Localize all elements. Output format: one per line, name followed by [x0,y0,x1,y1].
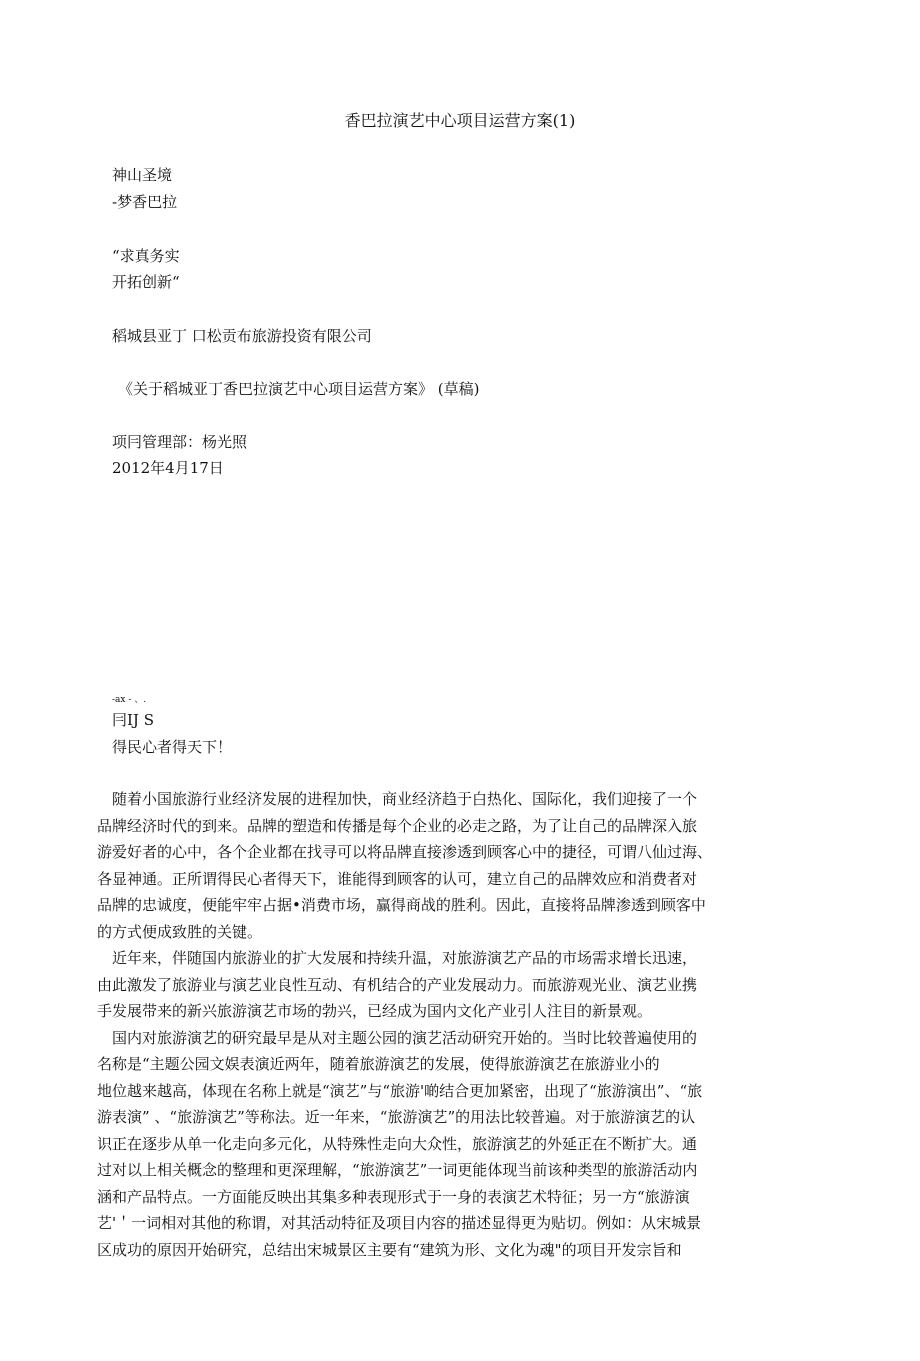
document-title: 香巴拉演艺中心项目运营方案(1) [344,111,576,130]
document-name: 《关于稻城亚丁香巴拉演艺中心项目运营方案》 (草稿) [118,380,480,398]
body-line: 品牌的忠诚度，便能牢牢占据•消费市场，赢得商战的胜利。因此，直接将品牌渗透到顾客中 [97,896,706,914]
motto-line-1: “求真务实 [112,247,180,265]
company-name: 稻城县亚丁 口松贡布旅游投资有限公司 [112,327,372,345]
body-line: 的方式便成致胜的关键。 [97,922,263,941]
body-line: 过对以上相关概念的整理和更深理解，“旅游演艺”一词更能体现当前该种类型的旅游活动内 [97,1161,698,1179]
body-line: 手发展带来的新兴旅游演艺市场的勃兴，已经成为国内文化产业引人注目的新景观。 [97,1002,653,1020]
section-heading: 得民心者得天下！ [112,738,233,756]
body-line: 地位越来越高，体现在名称上就是“演艺”与“旅游'啲结合更加紧密，出现了“旅游演出”、“旅 [97,1081,703,1100]
body-line: 游表演” 、“旅游演艺”等称法。近一年来，“旅游演艺”的用法比较普遍。对于旅游演艺的认 [97,1108,696,1126]
body-line: 涵和产品特点。一方面能反映出其集多种表现形式于一身的表演艺术特征；另一方“旅游演 [97,1187,690,1206]
body-line: 随着小国旅游行业经济发展的进程加快，商业经济趋于白热化、国际化，我们迎接了一个 [112,790,698,808]
body-line: 国内对旅游演艺的研究最早是从对主题公园的演艺活动研究开始的。当时比较普遍使用的 [112,1028,698,1047]
body-line: 近年来，伴随国内旅游业的扩大发展和持续升温，对旅游演艺产品的市场需求增长迅速， [112,949,698,967]
department-line: 项冃管理部：杨光照 [112,433,248,451]
cover-line-1: 神山圣境 [112,166,173,184]
body-line: 品牌经济时代的到来。品牌的塑造和传播是每个企业的必走之路，为了让自己的品牌深入旅 [97,816,698,835]
section-mark-2: 冃IJ S [112,711,154,729]
body-text [97,786,807,1263]
body-line: 游爱好者的心中，各个企业都在找寻可以将品牌直接渗透到顾客心中的捷径，可谓八仙过海、 [97,843,713,861]
motto-line-2: 开拓创新“ [112,273,180,291]
body-line: 区成功的原因开始研究，总结出宋城景区主要有“建筑为形、文化为魂"的项目开发宗旨和 [97,1240,682,1259]
body-line: 由此激发了旅游业与演艺业良性互动、有机结合的产业发展动力。而旅游观光业、演艺业携 [97,975,698,994]
cover-line-2: -梦香巴拉 [112,193,178,211]
body-line: 各显神通。正所谓得民心者得天下，谁能得到顾客的认可，建立自己的品牌效应和消费者对 [97,869,698,888]
section-mark-1: -ax - 、. [112,695,147,705]
date-line: 2012年4月17日 [112,459,224,477]
body-line: 识正在逐步从单一化走向多元化，从特殊性走向大众性，旅游演艺的外延正在不断扩大。通 [97,1134,698,1153]
body-line: 艺'＇一词相对其他的称谓，对其活动特征及项目内容的描述显得更为贴切。例如：从宋城景 [97,1214,702,1232]
body-line: 名称是“主题公园文娱表演近两年，随着旅游演艺的发展，使得旅游演艺在旅游业小的 [97,1055,660,1073]
